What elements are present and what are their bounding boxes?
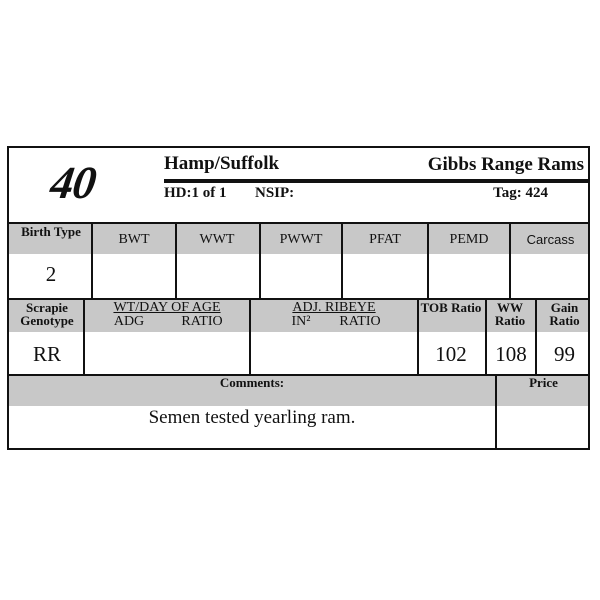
wt-ratio-label: RATIO [181,314,223,329]
col-divider [259,224,261,298]
ww-ratio-label: WW Ratio [494,300,526,328]
bwt-label: BWT [118,232,150,247]
col-divider [249,300,251,374]
scrapie-genotype-value: RR [32,342,61,366]
price-label: Price [529,375,558,390]
col-divider [495,376,497,448]
carcass-label: Carcass [526,232,575,247]
col-divider [427,224,429,298]
pemd-label: PEMD [449,232,489,247]
col-divider [83,300,85,374]
col-divider [509,224,511,298]
col-divider [535,300,537,374]
birth-type-label: Birth Type [21,224,81,239]
adj-ribeye-label: ADJ. RIBEYE [292,300,376,315]
hd-count: HD:1 of 1 [164,185,227,201]
wwt-label: WWT [199,232,235,247]
col-divider [341,224,343,298]
adg-label: ADG [113,314,145,329]
wt-day-of-age-label: WT/DAY OF AGE [113,300,221,315]
col-divider [417,300,419,374]
lot-number: 40 [47,157,99,208]
tag-number: Tag: 424 [493,185,548,201]
gain-ratio-label: Gain Ratio [549,300,580,328]
pwwt-label: PWWT [279,232,323,247]
nsip-label: NSIP: [255,185,295,201]
ribeye-ratio-label: RATIO [339,314,381,329]
comment-text: Semen tested yearling ram. [148,407,356,428]
birth-type-value: 2 [45,262,57,286]
ribeye-in-label: IN² [291,314,311,329]
pfat-label: PFAT [369,232,401,247]
col-divider [485,300,487,374]
tob-ratio-value: 102 [435,342,467,366]
ranch-name: Gibbs Range Rams [427,154,584,175]
header-divider [164,179,588,183]
col-divider [175,224,177,298]
tob-ratio-label: TOB Ratio [420,300,482,315]
col-divider [91,224,93,298]
scrapie-genotype-label: Scrapie Genotype [20,300,74,328]
sale-card [7,146,590,450]
gain-ratio-value: 99 [554,342,575,366]
breed-name: Hamp/Suffolk [164,153,280,174]
comments-label: Comments: [219,375,285,390]
ww-ratio-value: 108 [495,342,527,366]
